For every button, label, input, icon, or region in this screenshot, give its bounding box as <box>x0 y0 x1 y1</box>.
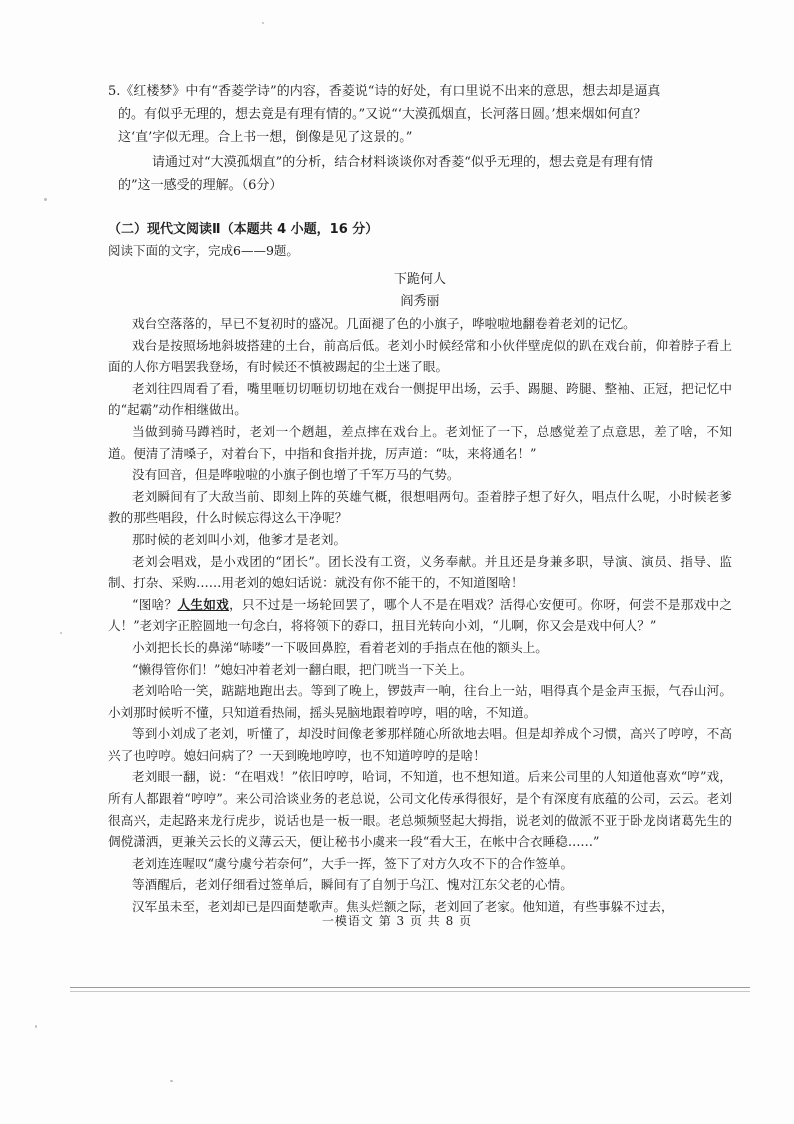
paragraph: 没有回音，但是哗啦啦的小旗子倒也增了千军万马的气势。 <box>132 467 460 483</box>
paragraph: 老刘会唱戏，是小戏团的“团长”。团长没有工资，义务奉献。并且还是身兼多职，导演、演员、指导、监制、打杂、采购……用老刘的媳妇话说：就没有你不能干的，不知道图啥！ <box>108 553 732 591</box>
q5-line-1: 5.《红楼梦》中有“香菱学诗”的内容，香菱说“诗的好处，有口里说不出来的意思，想去却是逼真 <box>108 84 661 99</box>
story-body <box>108 313 732 918</box>
q5-line-2: 的。有似乎无理的，想去竟是有理有情的。”又说“‘大漠孤烟直，长河落日圆。’想来烟如何直？ <box>118 107 647 122</box>
paragraph: 等到小刘成了老刘，听懂了，却没时间像老爹那样随心所欲地去唱。但是却养成个习惯，高兴了哼哼，不高兴了也哼哼。媳妇问病了？一天到晚地哼哼，也不知道哼哼的是啥！ <box>108 726 732 763</box>
paragraph: 老刘连连喔叹“虞兮虞兮若奈何”，大手一挥，签下了对方久攻不下的合作签单。 <box>132 855 574 871</box>
paragraph: 戏台是按照场地斜坡搭建的土台，前高后低。老刘小时候经常和小伙伴壁虎似的趴在戏台前，仰着脖子看上面的人你方唱罢我登场，有时候还不慎被踢起的尘土迷了眼。 <box>108 337 732 375</box>
paragraph: 戏台空落落的，早已不复初时的盛况。几面褪了色的小旗子，哗啦啦地翻卷着老刘的记忆。 <box>132 316 636 331</box>
paragraph: 老刘哈哈一笑，踮踮地跑出去。等到了晚上，锣鼓声一响，往台上一站，唱得真个是金声玉振，气吞山河。小刘那时候听不懂，只知道看热闹，摇头晃脑地跟着哼哼，唱的啥，不知道。 <box>108 683 732 720</box>
paragraph: 小刘把长长的鼻涕“哧喽”一下吸回鼻腔，看着老刘的手指点在他的额头上。 <box>132 639 548 655</box>
paragraph <box>108 594 732 637</box>
paragraph: 老刘往四周看了看，嘴里咂切切咂切切地在戏台一侧捉甲出场，云手、踢腿、跨腿、整袖、正冠，把记忆中的“起霸”动作相继做出。 <box>108 380 732 418</box>
section-heading: （二）现代文阅读Ⅱ（本题共 4 小题，16 分） <box>108 222 379 237</box>
scan-speck <box>60 632 62 634</box>
scan-speck <box>44 198 47 201</box>
scan-speck <box>262 22 264 24</box>
paragraph: 老刘瞬间有了大敌当前、即刻上阵的英雄气概，很想唱两句。歪着脖子想了好久，唱点什么呢，小时候老爹教的那些唱段，什么时候忘得这么干净呢？ <box>108 488 732 526</box>
paragraph: 当做到骑马蹲裆时，老刘一个趔趄，差点摔在戏台上。老刘怔了一下，总感觉差了点意思，差了啥，不知道。便清了清嗓子，对着台下，中指和食指并拢，厉声道：“呔，来将通名！” <box>108 423 732 461</box>
scan-speck <box>35 1025 37 1028</box>
q5-ask-2: 的”这一感受的理解。（6分） <box>118 178 283 193</box>
question-5 <box>108 80 732 197</box>
paragraph: “懒得管你们！”媳妇冲着老刘一翻白眼，把门咣当一下关上。 <box>132 661 473 677</box>
section-instruction: 阅读下面的文字，完成6——9题。 <box>108 243 299 258</box>
q5-ask-1: 请通过对“大漠孤烟直”的分析，结合材料谈谈你对香菱“似乎无理的，想去竟是有理有情 <box>152 155 653 170</box>
bottom-rule <box>70 987 750 988</box>
paragraph-rest: ，只不过是一场轮回罢了，哪个人不是在唱戏？活得心安便可。你呀，何尝不是那戏中之人！”老刘字正腔圆地一句念白，将将领下的孬口，扭目光转向小刘，“儿啊，你又会是戏中何人？” <box>108 596 733 634</box>
paragraph: 那时候的老刘叫小刘，他爹才是老刘。 <box>132 531 347 547</box>
page-footer: 一模语文 第 3 页 共 8 页 <box>321 914 473 928</box>
q5-line-3: 这‘直’字似无理。合上书一想，倒像是见了这景的。” <box>118 130 413 145</box>
scan-speck <box>170 1080 173 1082</box>
bottom-rule <box>70 991 750 992</box>
underlined-phrase: 人生如戏 <box>177 596 230 612</box>
paragraph: 等酒醒后，老刘仔细看过签单后，瞬间有了自刎于乌江、愧对江东父老的心情。 <box>132 877 573 893</box>
paragraph: 老刘眼一翻，说：“在唱戏！”依旧哼哼，哈词，不知道，也不想知道。后来公司里的人知道他喜欢“哼”戏，所有人都跟着“哼哼”。来公司洽谈业务的老总说，公司文化传承得很好，是个有深度有底蕴的公司，云云。老刘很高兴，走起路来龙行虎步，说话也是一板一眼。老总频频竖起大拇指，说老刘的做派不亚于卧龙岗诸葛先生的倜傥潇洒，更兼关云长的义薄云天，便让秘书小虞来一段“看大王，在帐中合衣睡稳……” <box>108 769 732 850</box>
story-author: 阎秀丽 <box>400 294 440 309</box>
story-title: 下跪何人 <box>393 272 446 287</box>
page-content <box>108 80 732 918</box>
paragraph-start: “图啥？ <box>132 596 178 612</box>
paragraph: 汉军虽未至，老刘却已是四面楚歌声。焦头烂额之际，老刘回了老家。他知道，有些事躲不过去， <box>132 899 674 915</box>
